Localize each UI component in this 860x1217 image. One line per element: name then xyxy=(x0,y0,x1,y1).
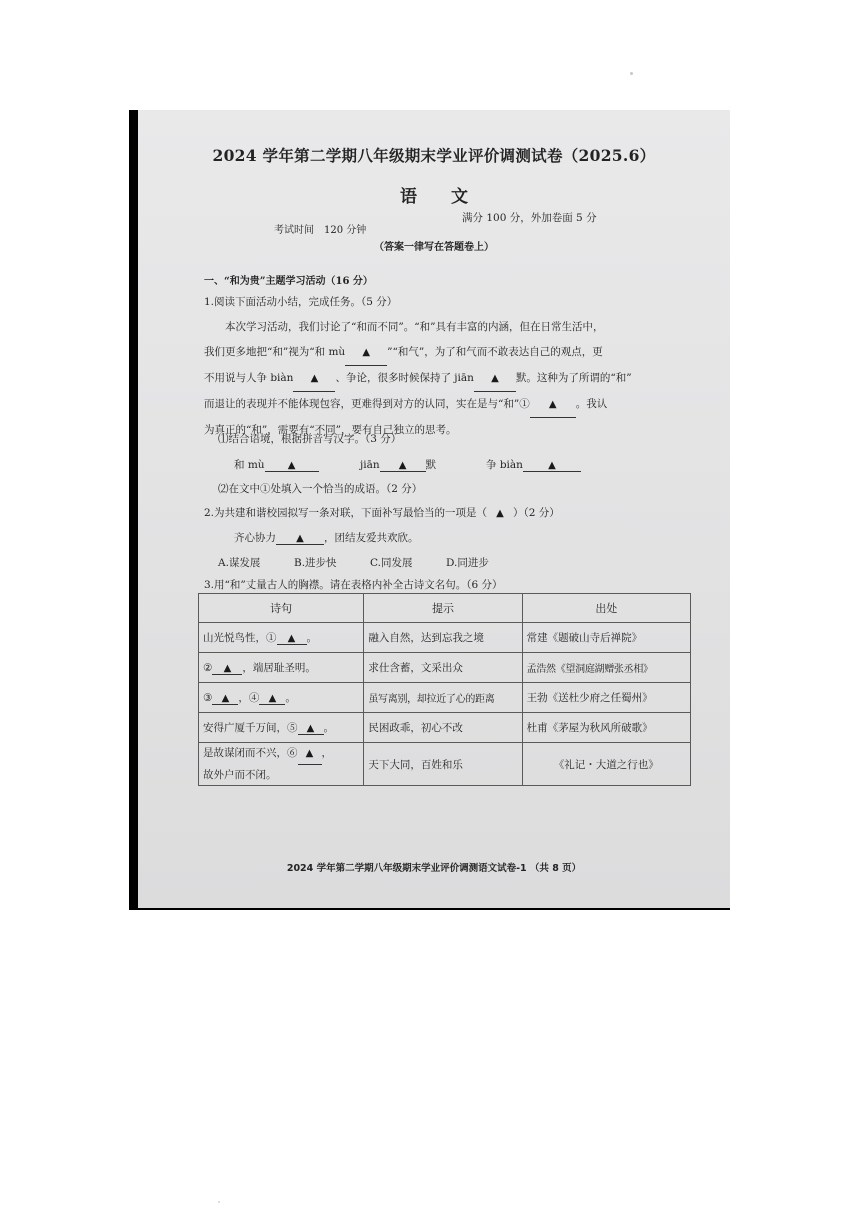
hint-cell: 民困政乖，初心不改 xyxy=(364,713,522,743)
pinyin-label: jiān xyxy=(360,459,380,471)
source-cell: 常建《题破山寺后禅院》 xyxy=(522,623,690,653)
answer-blank xyxy=(259,692,285,705)
hint-cell: 虽写离别，却拉近了心的距离 xyxy=(364,683,522,713)
poem-text: 山光悦鸟性，① xyxy=(203,632,277,644)
passage-text: 不用说与人争 biàn xyxy=(204,372,294,384)
passage-line xyxy=(204,392,682,418)
answer-blank xyxy=(212,662,242,675)
poem-line-cell xyxy=(199,743,364,786)
exam-time: 考试时间 120 分钟 xyxy=(274,225,367,236)
question-3-stem: 3.用“和”丈量古人的胸襟。请在表格内补全古诗文名句。（6 分） xyxy=(204,579,503,591)
pinyin-item xyxy=(360,457,436,472)
column-header: 提示 xyxy=(364,594,522,623)
blank-triangle-icon: ▲ xyxy=(491,373,499,384)
poem-text: 故外户而不闭。 xyxy=(203,769,277,781)
poem-text: 。 xyxy=(323,722,334,734)
poem-text: 。 xyxy=(285,692,296,704)
section-heading: 一、“和为贵”主题学习活动（16 分） xyxy=(204,276,373,287)
passage-text: 、争论，很多时候保持了 jiān xyxy=(335,372,474,384)
subject-char: 语 xyxy=(400,187,417,207)
question-text: 2.为共建和谐校园拟写一条对联，下面补写最恰当的一项是（ xyxy=(204,507,488,519)
exam-notice: （答案一律写在答题卷上） xyxy=(374,242,494,253)
passage-text: ”“和气”，为了和气而不敢表达自己的观点，更 xyxy=(387,346,603,358)
table-header-row xyxy=(199,594,691,623)
hint-cell: 求仕含蓄，文采出众 xyxy=(364,653,522,683)
answer-blank xyxy=(298,722,324,735)
answer-blank xyxy=(265,459,319,472)
exam-title: 2024 学年第二学期八年级期末学业评价调测试卷（2025.6） xyxy=(212,146,656,165)
blank-triangle-icon: ▲ xyxy=(296,533,304,544)
table-row xyxy=(199,653,691,683)
blank-triangle-icon: ▲ xyxy=(221,693,230,704)
blank-triangle-icon: ▲ xyxy=(548,460,556,471)
passage-line xyxy=(204,340,682,366)
exam-paper xyxy=(138,110,730,908)
table-row xyxy=(199,683,691,713)
poem-text: ③ xyxy=(203,692,213,704)
pinyin-item xyxy=(234,457,319,472)
table-row xyxy=(199,743,691,786)
poem-line-cell xyxy=(199,683,364,713)
poem-text: ，端居耻圣明。 xyxy=(242,662,316,674)
blank-triangle-icon: ▲ xyxy=(548,399,557,410)
source-cell: 《礼记・大道之行也》 xyxy=(522,743,690,786)
passage-line: 为真正的“和”，需要有“不同”，要有自己独立的思考。 xyxy=(204,424,457,436)
poem-text: ② xyxy=(203,662,213,674)
subject-char: 文 xyxy=(451,187,468,207)
passage-line: 本次学习活动，我们讨论了“和而不同”。“和”具有丰富的内涵，但在日常生活中， xyxy=(225,321,604,333)
pinyin-label: 和 mù xyxy=(234,459,265,471)
couplet-text: ，团结友爱共欢欣。 xyxy=(324,532,419,544)
answer-blank xyxy=(474,366,516,392)
passage-text: 而退让的表现并不能体现包容，更难得到对方的认同，实在是与“和”① xyxy=(204,398,530,410)
source-cell: 杜甫《茅屋为秋风所破歌》 xyxy=(522,713,690,743)
answer-blank xyxy=(276,532,324,545)
poem-line-cell xyxy=(199,713,364,743)
answer-blank xyxy=(212,692,238,705)
passage-text: 默。这种为了所谓的“和” xyxy=(515,372,632,384)
answer-blank xyxy=(345,340,387,366)
answer-blank xyxy=(298,743,322,765)
table-row xyxy=(199,713,691,743)
option-b: B.进步快 xyxy=(294,557,337,569)
question-2-stem xyxy=(204,505,560,520)
blank-triangle-icon: ▲ xyxy=(287,633,296,644)
pinyin-label: 争 biàn xyxy=(486,459,523,471)
blank-triangle-icon: ▲ xyxy=(223,663,232,674)
blank-triangle-icon: ▲ xyxy=(362,347,371,358)
column-header: 出处 xyxy=(522,594,690,623)
answer-blank xyxy=(530,392,576,418)
hint-cell: 融入自然，达到忘我之境 xyxy=(364,623,522,653)
hint-cell: 天下大同，百姓和乐 xyxy=(364,743,522,786)
passage-text: 。我认 xyxy=(575,398,608,410)
blank-triangle-icon: ▲ xyxy=(287,460,296,471)
answer-blank xyxy=(380,459,426,472)
passage xyxy=(204,315,682,443)
couplet-text: 齐心协力 xyxy=(234,532,276,544)
option-c: C.同发展 xyxy=(370,557,413,569)
poem-text: ，④ xyxy=(238,692,260,704)
passage-line xyxy=(204,366,682,392)
poem-line-cell xyxy=(199,653,364,683)
exam-score: 满分 100 分，外加卷面 5 分 xyxy=(462,212,597,224)
page-footer: 2024 学年第二学期八年级期末学业评价调测语文试卷-1 （共 8 页） xyxy=(286,863,582,874)
question-text: ）（2 分） xyxy=(513,507,560,519)
blank-triangle-icon: ▲ xyxy=(398,460,407,471)
source-cell: 王勃《送杜少府之任蜀州》 xyxy=(522,683,690,713)
blank-triangle-icon: ▲ xyxy=(496,508,504,519)
exam-subject xyxy=(138,182,730,207)
option-a: A.谋发展 xyxy=(218,557,261,569)
answer-blank xyxy=(293,366,335,392)
scanned-photo xyxy=(129,110,730,910)
pinyin-suffix: 默 xyxy=(425,459,437,471)
passage-text: 我们更多地把“和”视为“和 mù xyxy=(204,346,346,358)
answer-blank xyxy=(277,632,307,645)
poem-table xyxy=(198,593,691,786)
poem-text: 是故谋闭而不兴，⑥ xyxy=(203,747,298,759)
poem-text: 安得广厦千万间，⑤ xyxy=(203,722,298,734)
table-row xyxy=(199,623,691,653)
speck xyxy=(630,72,633,75)
option-d: D.同进步 xyxy=(446,557,489,569)
speck xyxy=(218,1201,220,1203)
source-cell: 孟浩然《望洞庭湖赠张丞相》 xyxy=(522,653,690,683)
question-1-stem: 1.阅读下面活动小结，完成任务。（5 分） xyxy=(204,296,398,308)
column-header: 诗句 xyxy=(199,594,364,623)
blank-triangle-icon: ▲ xyxy=(310,373,319,384)
subquestion-1: ⑴结合语境，根据拼音写汉字。（3 分） xyxy=(218,433,402,445)
blank-triangle-icon: ▲ xyxy=(306,723,315,734)
blank-triangle-icon: ▲ xyxy=(268,693,277,704)
couplet xyxy=(234,530,419,545)
subquestion-2: ⑵在文中①处填入一个恰当的成语。（2 分） xyxy=(218,483,423,495)
pinyin-item xyxy=(486,457,581,472)
blank-triangle-icon: ▲ xyxy=(305,748,314,759)
answer-slot xyxy=(487,507,513,519)
answer-blank xyxy=(523,459,581,472)
poem-text: ， xyxy=(321,747,332,759)
poem-line-cell xyxy=(199,623,364,653)
poem-text: 。 xyxy=(306,632,317,644)
